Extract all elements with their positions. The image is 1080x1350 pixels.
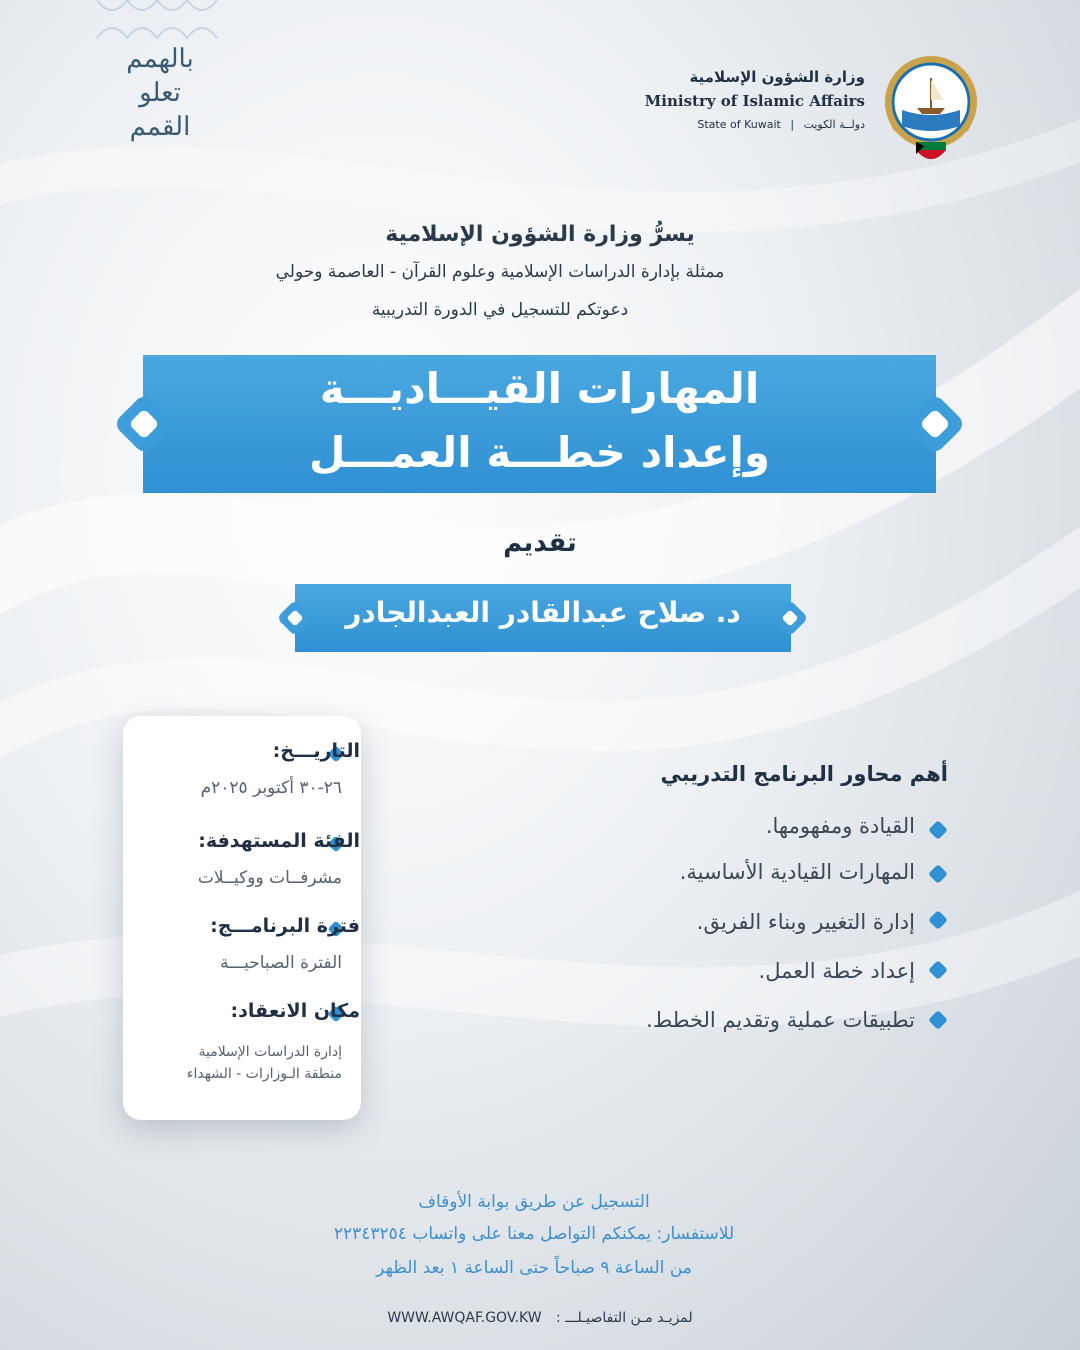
period-value: الفترة الصباحيـــة <box>220 953 342 973</box>
period-label: فترة البرنامـــج: <box>210 915 360 937</box>
ministry-name-en: Ministry of Islamic Affairs <box>644 92 865 110</box>
program-bullet-icon <box>928 910 948 930</box>
ministry-name-ar: وزارة الشؤون الإسلامية <box>689 68 865 86</box>
more-details-label: لمزيـد مـن التفاصيـلـــ : <box>556 1310 693 1326</box>
slogan-line: بالهمم <box>126 44 194 74</box>
presented-by-label: تقديم <box>503 528 577 558</box>
slogan <box>100 42 220 144</box>
slogan-line: تعلو <box>139 78 181 108</box>
arabesque-pattern <box>92 0 222 40</box>
intro-line-1: يسرُّ وزارة الشؤون الإسلامية <box>385 222 695 247</box>
hours-note: من الساعة ٩ صباحاً حتى الساعة ١ بعد الظهر <box>376 1258 692 1278</box>
program-bullet-icon <box>928 1010 948 1030</box>
website-line <box>0 1310 1080 1326</box>
course-title-line-2: وإعداد خطـــة العمـــل <box>309 428 770 477</box>
program-item: تطبيقات عملية وتقديم الخطط. <box>646 1008 915 1032</box>
program-item: إعداد خطة العمل. <box>758 959 915 983</box>
program-bullet-icon <box>928 960 948 980</box>
program-bullet-icon <box>928 864 948 884</box>
program-item: القيادة ومفهومها. <box>765 814 915 838</box>
intro-line-3: دعوتكم للتسجيل في الدورة التدريبية <box>371 300 629 320</box>
registration-note: التسجيل عن طريق بوابة الأوقاف <box>418 1192 650 1212</box>
audience-value: مشرفــات ووكيــلات <box>197 868 342 888</box>
venue-line-2: منطقة الـوزارات - الشهداء <box>186 1066 342 1082</box>
state-separator: | <box>790 118 795 131</box>
slogan-line: القمم <box>129 112 191 142</box>
program-title: أهم محاور البرنامج التدريبي <box>660 762 948 786</box>
program-item: المهارات القيادية الأساسية. <box>679 860 915 884</box>
audience-label: الفئة المستهدفة: <box>198 830 360 852</box>
course-title-line-1: المهارات القيـــاديـــة <box>319 364 760 413</box>
intro-line-2: ممثلة بإدارة الدراسات الإسلامية وعلوم القرآن - العاصمة وحولي <box>275 262 725 282</box>
program-bullet-icon <box>928 820 948 840</box>
inquiry-note: للاستفسار: يمكنكم التواصل معنا على واتساب ٢٢٣٤٣٢٥٤ <box>333 1224 735 1244</box>
venue-line-1: إدارة الدراسات الإسلامية <box>198 1044 342 1060</box>
date-label: التاريـــخ: <box>272 740 360 762</box>
website-url[interactable]: WWW.AWQAF.GOV.KW <box>387 1310 542 1326</box>
state-line <box>620 118 865 131</box>
venue-label: مكان الانعقاد: <box>230 1000 360 1022</box>
state-en: State of Kuwait <box>697 118 781 131</box>
date-value: ٢٦-٣٠ أكتوبر ٢٠٢٥م <box>200 778 342 798</box>
state-ar: دولــة الكويت <box>803 118 865 131</box>
kuwait-emblem-icon <box>872 50 990 168</box>
presenter-name: د. صلاح عبدالقادر العبدالجادر <box>345 596 741 629</box>
program-item: إدارة التغيير وبناء الفريق. <box>696 910 915 934</box>
ministry-name-block <box>620 68 865 131</box>
